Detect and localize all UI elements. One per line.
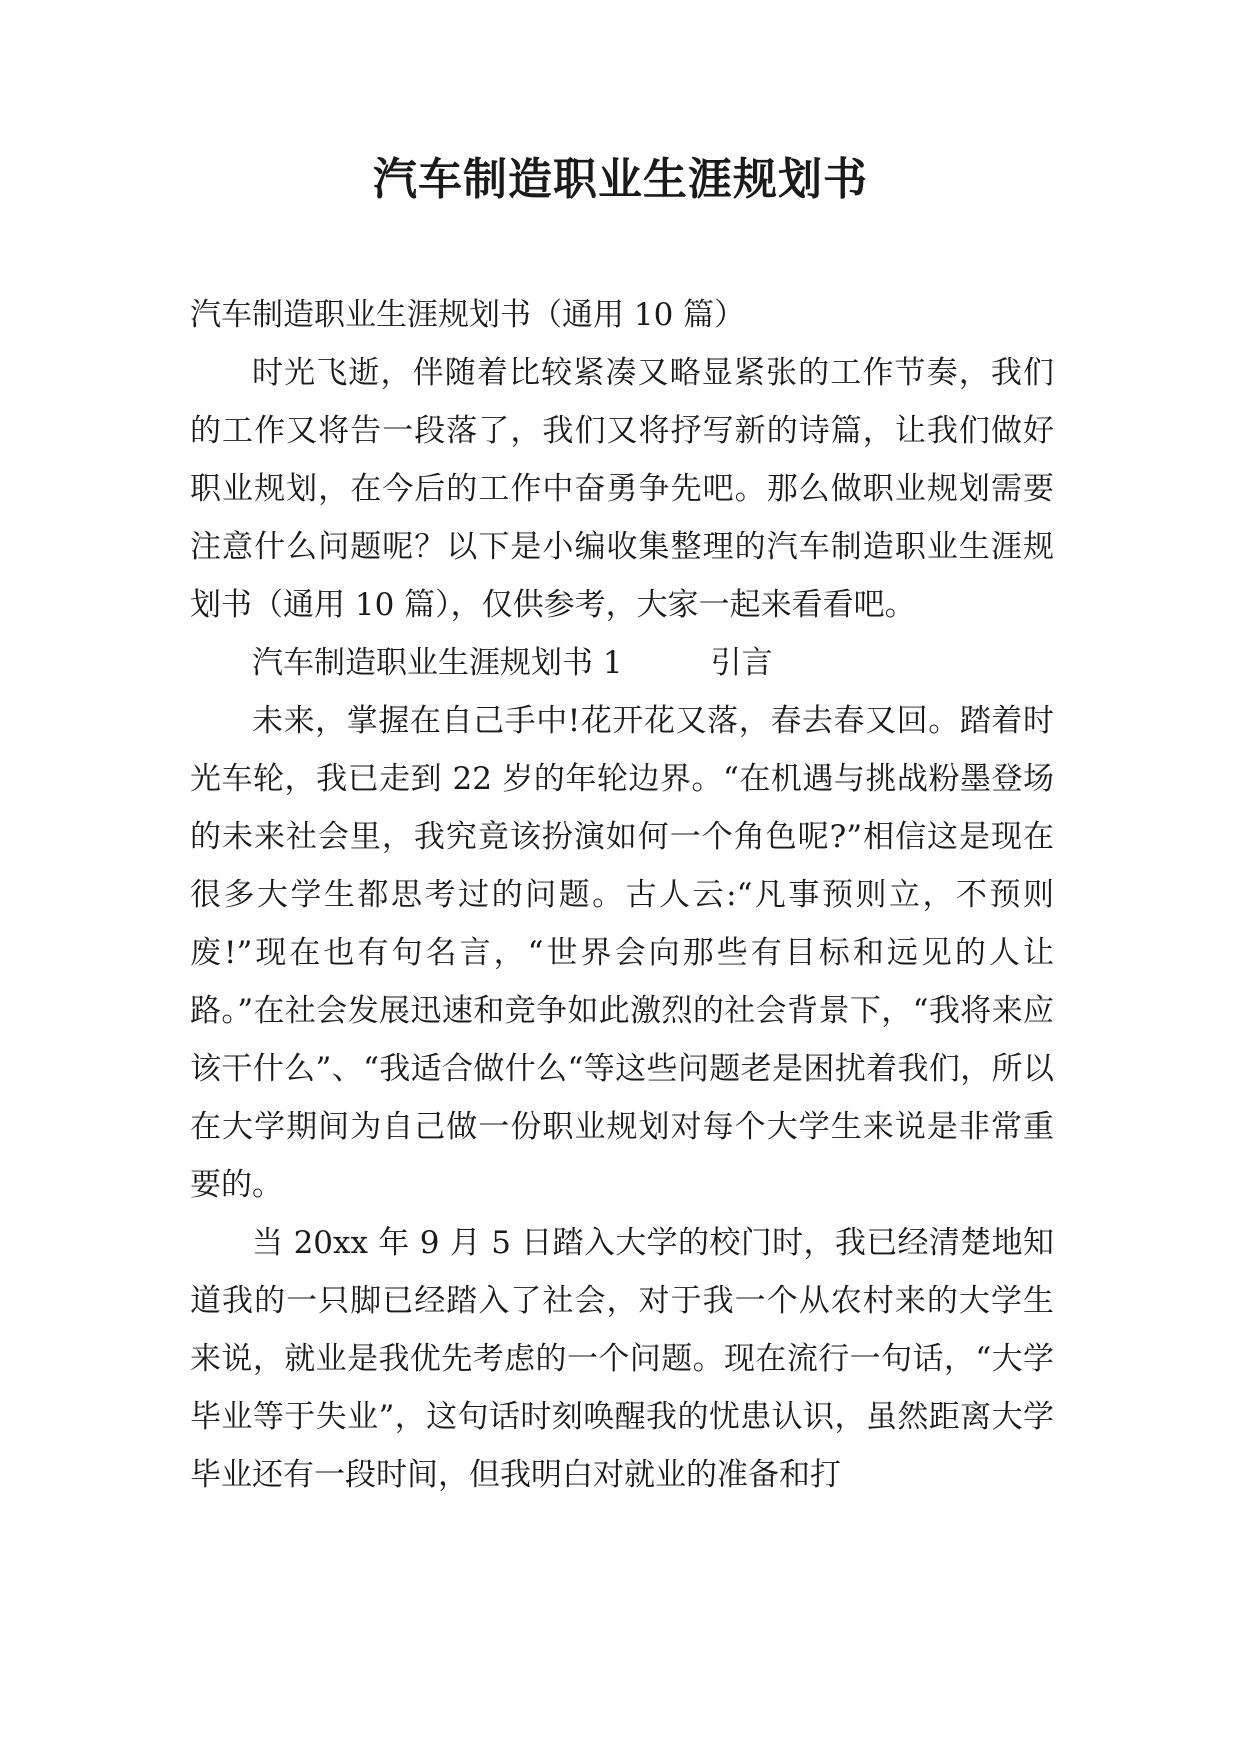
section-subheading: 引言 [710,645,773,681]
section-title: 汽车制造职业生涯规划书 1 [252,645,623,681]
document-body [190,286,1054,1504]
intro-paragraph: 时光飞逝，伴随着比较紧凑又略显紧张的工作节奏，我们的工作又将告一段落了，我们又将抒写新的诗篇，让我们做好职业规划，在今后的工作中奋勇争先吧。那么做职业规划需要注意什么问题呢？以下是小编收集整理的汽车制造职业生涯规划书（通用 10 篇），仅供参考，大家一起来看看吧。 [190,355,1054,623]
body-paragraph-2: 当 20xx 年 9 月 5 日踏入大学的校门时，我已经清楚地知道我的一只脚已经踏入了社会，对于我一个从农村来的大学生来说，就业是我优先考虑的一个问题。现在流行一句话，“大学毕业等于失业”，这句话时刻唤醒我的忧患认识，虽然距离大学毕业还有一段时间，但我明白对就业的准备和打 [190,1225,1054,1493]
document-title: 汽车制造职业生涯规划书 [373,154,868,205]
body-paragraph-1: 未来，掌握在自己手中!花开花又落，春去春又回。踏着时光车轮，我已走到 22 岁的年轮边界。“在机遇与挑战粉墨登场的未来社会里，我究竟该扮演如何一个角色呢?”相信这是现在很多大学生都思考过的问题。古人云:“凡事预则立，不预则废!”现在也有句名言，“世界会向那些有目标和远见的人让路。”在社会发展迅速和竞争如此激烈的社会背景下，“我将来应该干什么”、“我适合做什么“等这些问题老是困扰着我们，所以在大学期间为自己做一份职业规划对每个大学生来说是非常重要的。 [190,703,1054,1203]
section-heading [190,634,1054,692]
document-subtitle: 汽车制造职业生涯规划书（通用 10 篇） [190,297,746,333]
